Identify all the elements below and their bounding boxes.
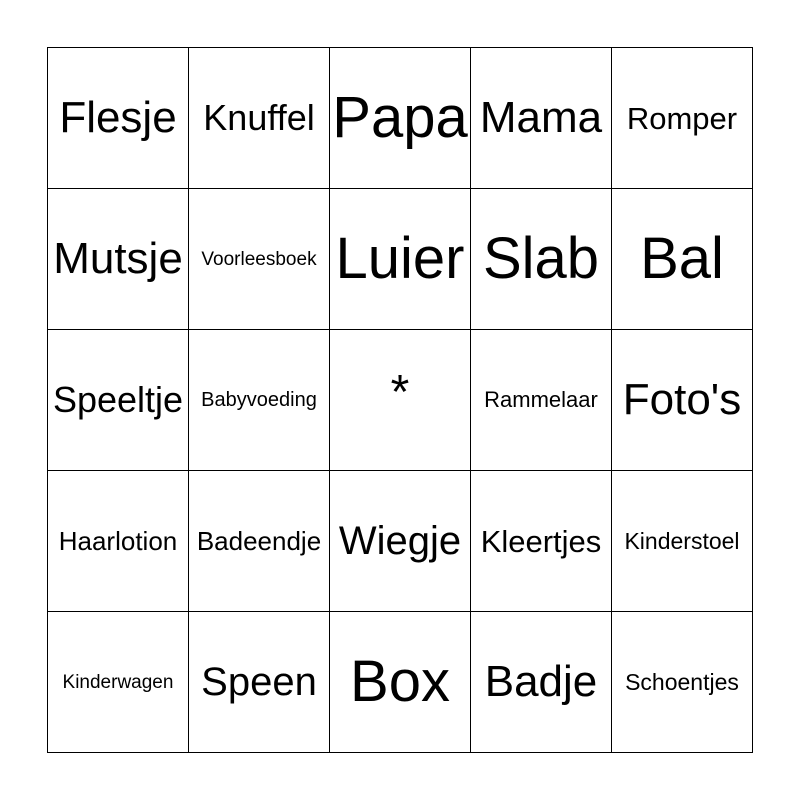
- bingo-cell[interactable]: [612, 330, 753, 471]
- cell-label: Romper: [626, 100, 738, 136]
- bingo-cell[interactable]: [612, 189, 753, 330]
- bingo-cell[interactable]: [189, 189, 330, 330]
- bingo-cell[interactable]: [189, 330, 330, 471]
- cell-label: Knuffel: [203, 97, 315, 138]
- bingo-cell[interactable]: [330, 48, 471, 189]
- cell-label: Badeendje: [196, 526, 322, 556]
- bingo-cell[interactable]: [471, 189, 612, 330]
- bingo-cell[interactable]: [612, 612, 753, 753]
- bingo-cell[interactable]: [330, 189, 471, 330]
- bingo-cell[interactable]: [471, 612, 612, 753]
- bingo-cell[interactable]: [471, 330, 612, 471]
- bingo-cell[interactable]: [48, 48, 189, 189]
- cell-label: Rammelaar: [484, 387, 598, 412]
- cell-label: Flesje: [59, 93, 177, 142]
- cell-label: Kinderstoel: [624, 527, 740, 554]
- bingo-cell[interactable]: [189, 612, 330, 753]
- bingo-cell[interactable]: [48, 189, 189, 330]
- cell-label: Babyvoeding: [201, 389, 317, 411]
- cell-label: Voorleesboek: [201, 248, 317, 270]
- bingo-cell[interactable]: [48, 612, 189, 753]
- bingo-card: [47, 47, 753, 753]
- bingo-cell[interactable]: [189, 48, 330, 189]
- cell-label: Schoentjes: [625, 668, 739, 695]
- bingo-cell[interactable]: [330, 612, 471, 753]
- bingo-cell[interactable]: [330, 471, 471, 612]
- bingo-cell[interactable]: [48, 471, 189, 612]
- cell-label: Papa: [332, 85, 468, 150]
- cell-label: Slab: [482, 226, 600, 291]
- cell-label: Kleertjes: [480, 523, 602, 559]
- cell-label: Luier: [335, 226, 465, 291]
- cell-label: Speeltje: [52, 379, 184, 420]
- bingo-cell[interactable]: [612, 471, 753, 612]
- cell-label: Speen: [201, 660, 317, 704]
- cell-label: Kinderwagen: [62, 671, 174, 693]
- cell-label: Foto's: [622, 375, 742, 424]
- bingo-cell[interactable]: [471, 48, 612, 189]
- cell-label: Wiegje: [338, 519, 462, 563]
- bingo-cell[interactable]: [48, 330, 189, 471]
- cell-label: Haarlotion: [58, 526, 178, 556]
- bingo-cell[interactable]: [471, 471, 612, 612]
- free-space-cell[interactable]: [330, 330, 471, 471]
- free-space-star: *: [390, 366, 410, 419]
- cell-label: Badje: [484, 657, 598, 706]
- bingo-cell[interactable]: [189, 471, 330, 612]
- cell-label: Mama: [479, 93, 603, 142]
- cell-label: Mutsje: [53, 234, 183, 283]
- cell-label: Bal: [640, 226, 724, 291]
- bingo-cell[interactable]: [612, 48, 753, 189]
- cell-label: Box: [350, 649, 450, 714]
